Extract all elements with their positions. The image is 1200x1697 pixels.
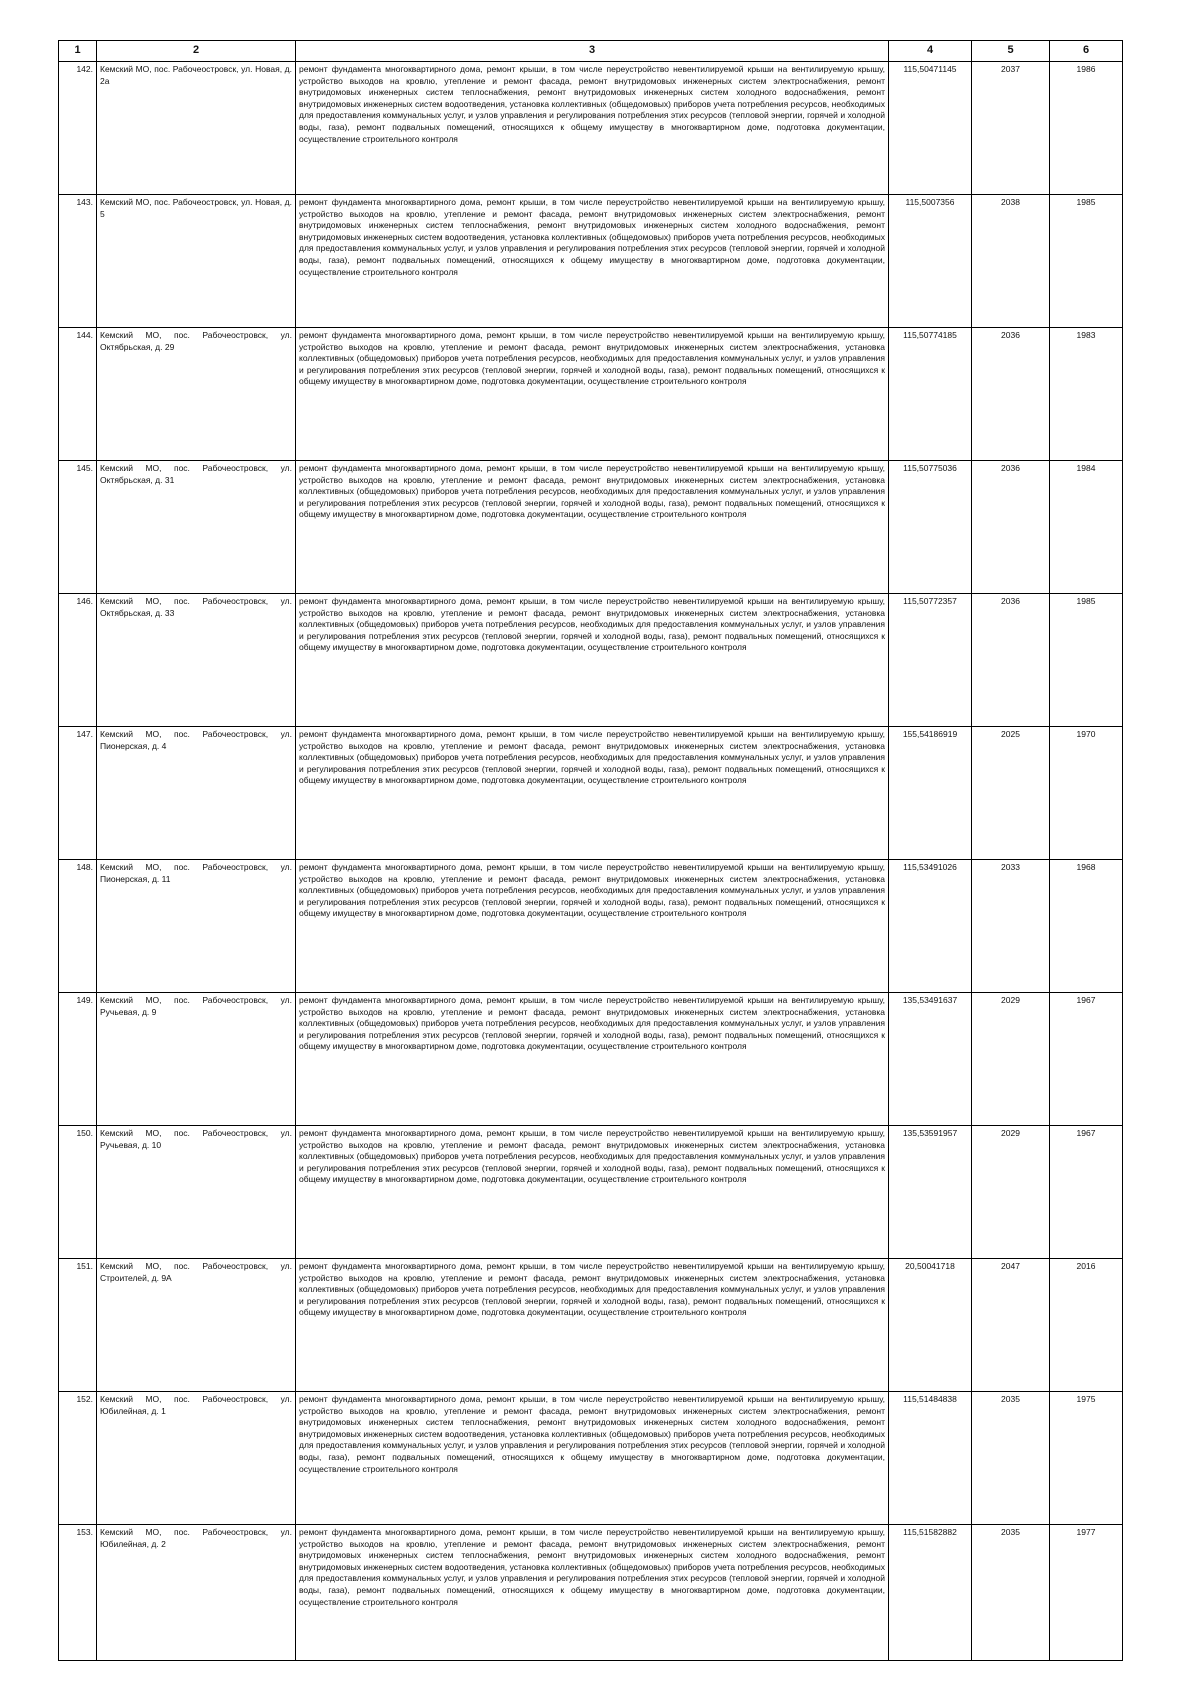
table-row [59,62,1123,195]
row-works: ремонт фундамента многоквартирного дома, ремонт крыши, в том числе переустройство невентилируемой крыши на вентилируемую крышу, устройство выходов на кровлю, утепление и ремонт фасада, ремонт внутридомовых инженерных систем электроснабжения, ремонт внутридомовых инженерных систем теплоснабжения, ремонт внутридомовых инженерных систем холодного водоснабжения, ремонт внутридомовых инженерных систем водоотведения, установка коллективных (общедомовых) приборов учета потребления ресурсов, необходимых для предоставления коммунальных услуг, и узлов управления и регулирования потребления этих ресурсов (тепловой энергии, горячей и холодной воды, газа), ремонт подвальных помещений, относящихся к общему имуществу в многоквартирном доме, подготовка документации, осуществление строительного контроля [296,62,889,195]
row-address: Кемский МО, пос. Рабочеостровск, ул. Октябрьская, д. 33 [97,594,296,727]
row-col4-value: 115,50774185 [889,328,972,461]
row-col5-year: 2036 [972,594,1050,727]
row-col4-value: 135,53591957 [889,1126,972,1259]
row-number: 143. [59,195,97,328]
table-row [59,860,1123,993]
header-row [59,41,1123,62]
row-col6-year: 1967 [1050,993,1123,1126]
row-col6-year: 1985 [1050,195,1123,328]
row-number: 142. [59,62,97,195]
row-col5-year: 2047 [972,1259,1050,1392]
row-works: ремонт фундамента многоквартирного дома, ремонт крыши, в том числе переустройство невентилируемой крыши на вентилируемую крышу, устройство выходов на кровлю, утепление и ремонт фасада, ремонт внутридомовых инженерных систем электроснабжения, ремонт внутридомовых инженерных систем теплоснабжения, ремонт внутридомовых инженерных систем холодного водоснабжения, ремонт внутридомовых инженерных систем водоотведения, установка коллективных (общедомовых) приборов учета потребления ресурсов, необходимых для предоставления коммунальных услуг, и узлов управления и регулирования потребления этих ресурсов (тепловой энергии, горячей и холодной воды, газа), ремонт подвальных помещений, относящихся к общему имуществу в многоквартирном доме, подготовка документации, осуществление строительного контроля [296,1525,889,1661]
row-address: Кемский МО, пос. Рабочеостровск, ул. Юбилейная, д. 2 [97,1525,296,1661]
register-table [58,40,1123,1661]
table-row [59,1259,1123,1392]
row-col4-value: 115,50775036 [889,461,972,594]
row-col5-year: 2038 [972,195,1050,328]
table-row [59,594,1123,727]
row-col6-year: 1983 [1050,328,1123,461]
row-number: 151. [59,1259,97,1392]
row-col4-value: 115,51582882 [889,1525,972,1661]
table-row [59,993,1123,1126]
table-row [59,1525,1123,1661]
column-number-header-5: 5 [972,41,1050,62]
row-col5-year: 2035 [972,1392,1050,1525]
row-col6-year: 1977 [1050,1525,1123,1661]
row-col5-year: 2036 [972,328,1050,461]
table-row [59,195,1123,328]
row-address: Кемский МО, пос. Рабочеостровск, ул. Пионерская, д. 11 [97,860,296,993]
row-number: 148. [59,860,97,993]
row-address: Кемский МО, пос. Рабочеостровск, ул. Октябрьская, д. 29 [97,328,296,461]
row-col5-year: 2029 [972,993,1050,1126]
row-col6-year: 1975 [1050,1392,1123,1525]
table-row [59,1126,1123,1259]
row-col4-value: 115,50471145 [889,62,972,195]
row-col5-year: 2035 [972,1525,1050,1661]
row-col5-year: 2037 [972,62,1050,195]
row-address: Кемский МО, пос. Рабочеостровск, ул. Новая, д. 2а [97,62,296,195]
row-address: Кемский МО, пос. Рабочеостровск, ул. Ручьевая, д. 10 [97,1126,296,1259]
row-number: 146. [59,594,97,727]
row-address: Кемский МО, пос. Рабочеостровск, ул. Новая, д. 5 [97,195,296,328]
row-col6-year: 2016 [1050,1259,1123,1392]
row-works: ремонт фундамента многоквартирного дома, ремонт крыши, в том числе переустройство невентилируемой крыши на вентилируемую крышу, устройство выходов на кровлю, утепление и ремонт фасада, ремонт внутридомовых инженерных систем электроснабжения, установка коллективных (общедомовых) приборов учета потребления ресурсов, необходимых для предоставления коммунальных услуг, и узлов управления и регулирования потребления этих ресурсов (тепловой энергии, горячей и холодной воды, газа), ремонт подвальных помещений, относящихся к общему имуществу в многоквартирном доме, подготовка документации, осуществление строительного контроля [296,328,889,461]
row-col4-value: 135,53491637 [889,993,972,1126]
row-address: Кемский МО, пос. Рабочеостровск, ул. Строителей, д. 9А [97,1259,296,1392]
table-row [59,328,1123,461]
column-number-header-3: 3 [296,41,889,62]
row-address: Кемский МО, пос. Рабочеостровск, ул. Пионерская, д. 4 [97,727,296,860]
table-row [59,727,1123,860]
row-works: ремонт фундамента многоквартирного дома, ремонт крыши, в том числе переустройство невентилируемой крыши на вентилируемую крышу, устройство выходов на кровлю, утепление и ремонт фасада, ремонт внутридомовых инженерных систем электроснабжения, установка коллективных (общедомовых) приборов учета потребления ресурсов, необходимых для предоставления коммунальных услуг, и узлов управления и регулирования потребления этих ресурсов (тепловой энергии, горячей и холодной воды, газа), ремонт подвальных помещений, относящихся к общему имуществу в многоквартирном доме, подготовка документации, осуществление строительного контроля [296,727,889,860]
row-number: 149. [59,993,97,1126]
row-works: ремонт фундамента многоквартирного дома, ремонт крыши, в том числе переустройство невентилируемой крыши на вентилируемую крышу, устройство выходов на кровлю, утепление и ремонт фасада, ремонт внутридомовых инженерных систем электроснабжения, установка коллективных (общедомовых) приборов учета потребления ресурсов, необходимых для предоставления коммунальных услуг, и узлов управления и регулирования потребления этих ресурсов (тепловой энергии, горячей и холодной воды, газа), ремонт подвальных помещений, относящихся к общему имуществу в многоквартирном доме, подготовка документации, осуществление строительного контроля [296,1126,889,1259]
row-number: 153. [59,1525,97,1661]
row-col5-year: 2036 [972,461,1050,594]
row-col6-year: 1986 [1050,62,1123,195]
row-col5-year: 2033 [972,860,1050,993]
column-number-header-2: 2 [97,41,296,62]
row-col4-value: 115,51484838 [889,1392,972,1525]
row-col6-year: 1967 [1050,1126,1123,1259]
row-works: ремонт фундамента многоквартирного дома, ремонт крыши, в том числе переустройство невентилируемой крыши на вентилируемую крышу, устройство выходов на кровлю, утепление и ремонт фасада, ремонт внутридомовых инженерных систем электроснабжения, ремонт внутридомовых инженерных систем теплоснабжения, ремонт внутридомовых инженерных систем холодного водоснабжения, ремонт внутридомовых инженерных систем водоотведения, установка коллективных (общедомовых) приборов учета потребления ресурсов, необходимых для предоставления коммунальных услуг, и узлов управления и регулирования потребления этих ресурсов (тепловой энергии, горячей и холодной воды, газа), ремонт подвальных помещений, относящихся к общему имуществу в многоквартирном доме, подготовка документации, осуществление строительного контроля [296,1392,889,1525]
row-number: 144. [59,328,97,461]
table-row [59,1392,1123,1525]
row-address: Кемский МО, пос. Рабочеостровск, ул. Юбилейная, д. 1 [97,1392,296,1525]
row-col6-year: 1984 [1050,461,1123,594]
row-number: 150. [59,1126,97,1259]
column-number-header-6: 6 [1050,41,1123,62]
row-col5-year: 2025 [972,727,1050,860]
table-row [59,461,1123,594]
row-col4-value: 115,50772357 [889,594,972,727]
row-works: ремонт фундамента многоквартирного дома, ремонт крыши, в том числе переустройство невентилируемой крыши на вентилируемую крышу, устройство выходов на кровлю, утепление и ремонт фасада, ремонт внутридомовых инженерных систем электроснабжения, установка коллективных (общедомовых) приборов учета потребления ресурсов, необходимых для предоставления коммунальных услуг, и узлов управления и регулирования потребления этих ресурсов (тепловой энергии, горячей и холодной воды, газа), ремонт подвальных помещений, относящихся к общему имуществу в многоквартирном доме, подготовка документации, осуществление строительного контроля [296,860,889,993]
column-number-header-1: 1 [59,41,97,62]
row-works: ремонт фундамента многоквартирного дома, ремонт крыши, в том числе переустройство невентилируемой крыши на вентилируемую крышу, устройство выходов на кровлю, утепление и ремонт фасада, ремонт внутридомовых инженерных систем электроснабжения, установка коллективных (общедомовых) приборов учета потребления ресурсов, необходимых для предоставления коммунальных услуг, и узлов управления и регулирования потребления этих ресурсов (тепловой энергии, горячей и холодной воды, газа), ремонт подвальных помещений, относящихся к общему имуществу в многоквартирном доме, подготовка документации, осуществление строительного контроля [296,594,889,727]
row-number: 147. [59,727,97,860]
row-col6-year: 1970 [1050,727,1123,860]
row-col4-value: 115,5007356 [889,195,972,328]
row-number: 152. [59,1392,97,1525]
row-address: Кемский МО, пос. Рабочеостровск, ул. Октябрьская, д. 31 [97,461,296,594]
row-works: ремонт фундамента многоквартирного дома, ремонт крыши, в том числе переустройство невентилируемой крыши на вентилируемую крышу, устройство выходов на кровлю, утепление и ремонт фасада, ремонт внутридомовых инженерных систем электроснабжения, установка коллективных (общедомовых) приборов учета потребления ресурсов, необходимых для предоставления коммунальных услуг, и узлов управления и регулирования потребления этих ресурсов (тепловой энергии, горячей и холодной воды, газа), ремонт подвальных помещений, относящихся к общему имуществу в многоквартирном доме, подготовка документации, осуществление строительного контроля [296,461,889,594]
row-works: ремонт фундамента многоквартирного дома, ремонт крыши, в том числе переустройство невентилируемой крыши на вентилируемую крышу, устройство выходов на кровлю, утепление и ремонт фасада, ремонт внутридомовых инженерных систем электроснабжения, ремонт внутридомовых инженерных систем теплоснабжения, ремонт внутридомовых инженерных систем холодного водоснабжения, ремонт внутридомовых инженерных систем водоотведения, установка коллективных (общедомовых) приборов учета потребления ресурсов, необходимых для предоставления коммунальных услуг, и узлов управления и регулирования потребления этих ресурсов (тепловой энергии, горячей и холодной воды, газа), ремонт подвальных помещений, относящихся к общему имуществу в многоквартирном доме, подготовка документации, осуществление строительного контроля [296,195,889,328]
row-col6-year: 1985 [1050,594,1123,727]
row-col4-value: 115,53491026 [889,860,972,993]
row-col4-value: 20,50041718 [889,1259,972,1392]
column-number-header-4: 4 [889,41,972,62]
row-address: Кемский МО, пос. Рабочеостровск, ул. Ручьевая, д. 9 [97,993,296,1126]
row-col6-year: 1968 [1050,860,1123,993]
row-works: ремонт фундамента многоквартирного дома, ремонт крыши, в том числе переустройство невентилируемой крыши на вентилируемую крышу, устройство выходов на кровлю, утепление и ремонт фасада, ремонт внутридомовых инженерных систем электроснабжения, установка коллективных (общедомовых) приборов учета потребления ресурсов, необходимых для предоставления коммунальных услуг, и узлов управления и регулирования потребления этих ресурсов (тепловой энергии, горячей и холодной воды, газа), ремонт подвальных помещений, относящихся к общему имуществу в многоквартирном доме, подготовка документации, осуществление строительного контроля [296,1259,889,1392]
row-col4-value: 155,54186919 [889,727,972,860]
row-number: 145. [59,461,97,594]
row-col5-year: 2029 [972,1126,1050,1259]
row-works: ремонт фундамента многоквартирного дома, ремонт крыши, в том числе переустройство невентилируемой крыши на вентилируемую крышу, устройство выходов на кровлю, утепление и ремонт фасада, ремонт внутридомовых инженерных систем электроснабжения, установка коллективных (общедомовых) приборов учета потребления ресурсов, необходимых для предоставления коммунальных услуг, и узлов управления и регулирования потребления этих ресурсов (тепловой энергии, горячей и холодной воды, газа), ремонт подвальных помещений, относящихся к общему имуществу в многоквартирном доме, подготовка документации, осуществление строительного контроля [296,993,889,1126]
